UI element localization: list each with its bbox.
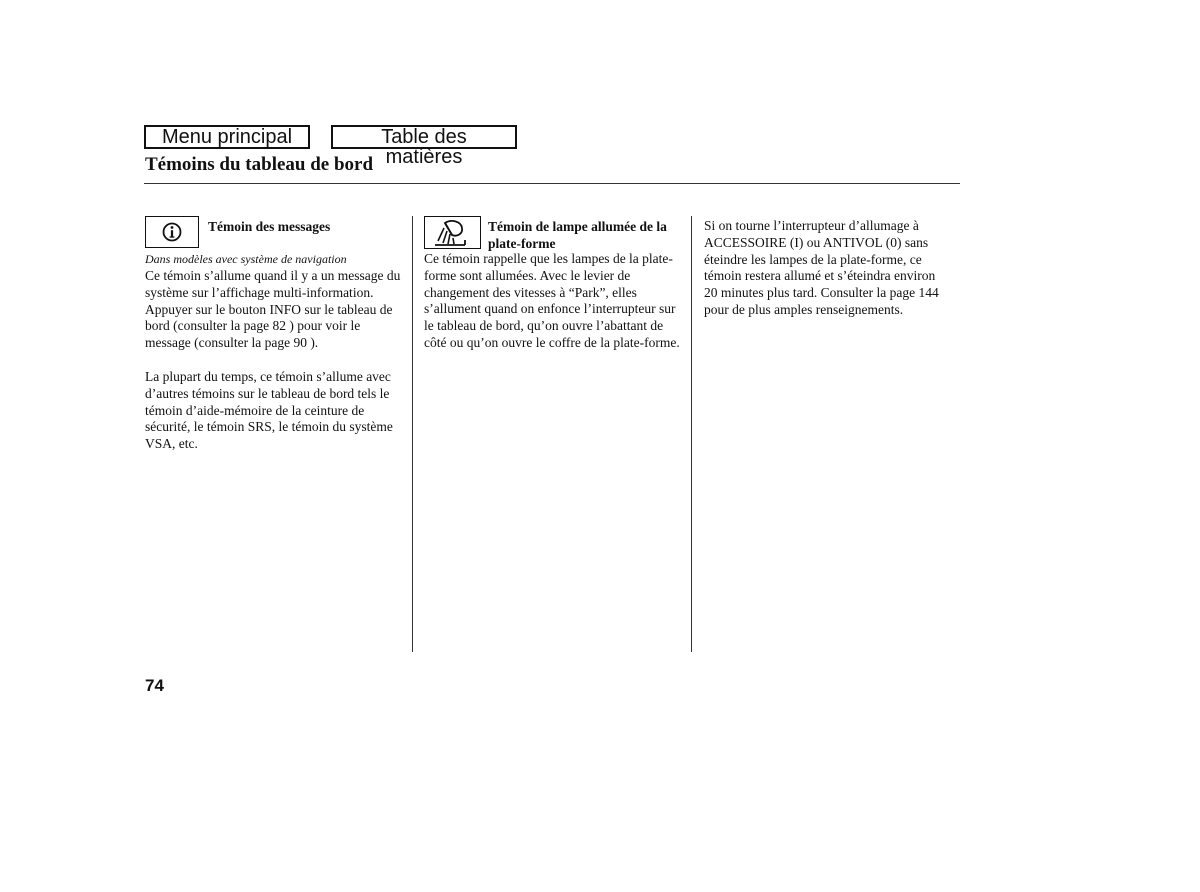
menu-principal-button[interactable]: Menu principal	[144, 125, 310, 149]
message-indicator-paragraph-2: La plupart du temps, ce témoin s’allume avec d’autres témoins sur le tableau de bord tels le témoin d’aide-mémoire de la ceinture de sécurité, le témoin SRS, le témoin du système VSA, etc.	[145, 369, 393, 452]
table-des-matieres-button[interactable]: Table des matières	[331, 125, 517, 149]
column-divider-left	[412, 216, 413, 652]
message-indicator-heading: Témoin des messages	[208, 219, 331, 234]
info-icon	[145, 216, 199, 248]
page-number: 74	[145, 676, 164, 695]
cargo-lamp-indicator-heading: Témoin de lampe allumée de la plate-forme	[488, 219, 667, 251]
cargo-lamp-icon	[424, 216, 481, 249]
column-divider-right	[691, 216, 692, 652]
title-divider	[144, 183, 960, 184]
page-title: Témoins du tableau de bord	[145, 154, 374, 175]
navigation-models-note: Dans modèles avec système de navigation	[145, 252, 347, 266]
message-indicator-paragraph-1: Ce témoin s’allume quand il y a un message du système sur l’affichage multi-information. Appuyer sur le bouton INFO sur le tableau de bord (consulter la page 82 ) pour voir le message (consulter la page 90 ).	[145, 268, 401, 351]
cargo-lamp-paragraph-1: Ce témoin rappelle que les lampes de la plate-forme sont allumées. Avec le levier de changement des vitesses à “Park”, elles s’allument quand on enfonce l’interrupteur sur le tableau de bord, qu’on ouvre l’abattant de côté ou qu’on ouvre le coffre de la plate-forme.	[424, 251, 680, 350]
cargo-lamp-paragraph-2: Si on tourne l’interrupteur d’allumage à ACCESSOIRE (I) ou ANTIVOL (0) sans éteindre les lampes de la plate-forme, ce témoin restera allumé et s’éteindra environ 20 minutes plus tard. Consulter la page 144 pour de plus amples renseignements.	[704, 218, 939, 317]
